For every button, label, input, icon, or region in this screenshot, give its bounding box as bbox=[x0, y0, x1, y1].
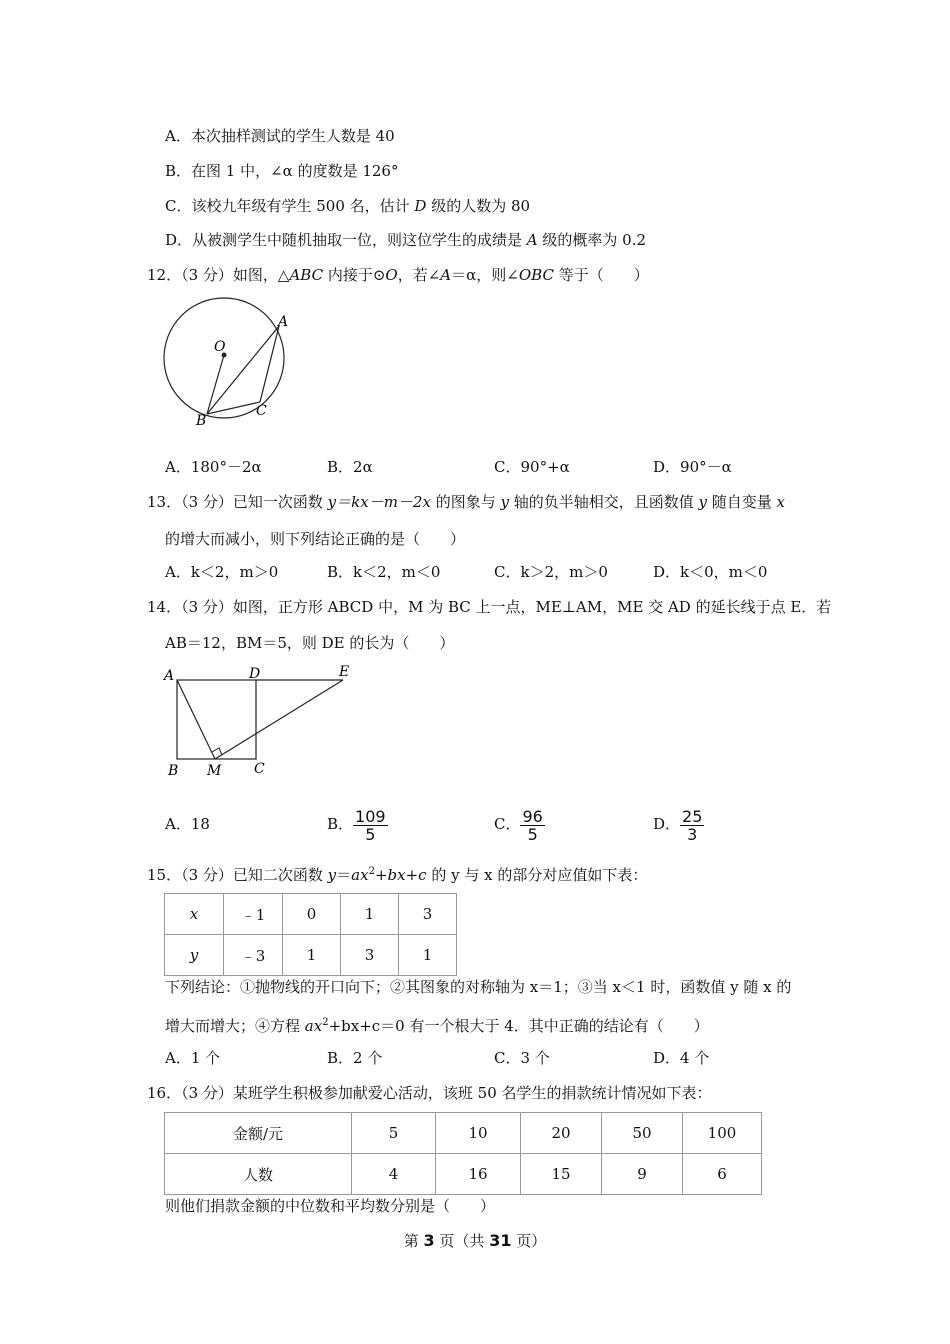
table-cell: 6 bbox=[683, 1154, 762, 1195]
label-c: C bbox=[256, 403, 267, 419]
table-cell: 金额/元 bbox=[165, 1113, 352, 1154]
table-cell: ﹣1 bbox=[224, 894, 283, 935]
segment-me bbox=[215, 680, 343, 759]
table-cell: 3 bbox=[399, 894, 457, 935]
segment-ob bbox=[207, 355, 224, 414]
label-c: C bbox=[254, 761, 265, 777]
q15-stem: 15．（3 分）已知二次函数 $y=ax^2+bx+c$ 的 y 与 x 的部分对应值如下表： bbox=[147, 866, 648, 884]
fraction-96-5: $\frac{96}{5}$ bbox=[522, 806, 543, 844]
table-cell: 0 bbox=[283, 894, 341, 935]
table-cell: 1 bbox=[283, 935, 341, 976]
q12-circle-figure bbox=[160, 292, 295, 432]
q14-option-c: C． $\frac{96}{5}$ bbox=[494, 806, 543, 844]
q11-option-d: D．从被测学生中随机抽取一位，则这位学生的成绩是 A 级的概率为 0.2 bbox=[165, 231, 647, 249]
table-cell: 3 bbox=[341, 935, 399, 976]
table-cell: 1 bbox=[341, 894, 399, 935]
label-d: D bbox=[249, 666, 261, 682]
table-cell: 4 bbox=[352, 1154, 436, 1195]
segment-am bbox=[177, 680, 215, 759]
table-row bbox=[165, 1154, 762, 1195]
q12-option-c: C．90°+α bbox=[494, 458, 570, 476]
label-b: B bbox=[168, 763, 179, 779]
table-cell: 20 bbox=[521, 1113, 602, 1154]
q15-option-b: B．2 个 bbox=[327, 1049, 383, 1067]
q12-option-a: A．180°－2α bbox=[165, 458, 262, 476]
table-cell: 100 bbox=[683, 1113, 762, 1154]
q14-option-a: A．18 bbox=[165, 815, 210, 833]
table-cell: 人数 bbox=[165, 1154, 352, 1195]
q15-conclusions-line1: 下列结论：①抛物线的开口向下；②其图象的对称轴为 x＝1；③当 x＜1 时，函数值 y 随 x 的 bbox=[165, 978, 792, 996]
table-cell: y bbox=[165, 935, 224, 976]
table-cell: ﹣3 bbox=[224, 935, 283, 976]
table-row bbox=[165, 935, 457, 976]
q14-square-figure bbox=[160, 660, 360, 780]
page-total: 31 bbox=[489, 1231, 512, 1250]
table-row bbox=[165, 894, 457, 935]
q11-option-c: C．该校九年级有学生 500 名，估计 D 级的人数为 80 bbox=[165, 197, 531, 215]
q12-option-d: D．90°－α bbox=[653, 458, 732, 476]
table-cell: 1 bbox=[399, 935, 457, 976]
q12-stem: 12．（3 分）如图，△ABC 内接于⊙O，若∠A＝α，则∠OBC 等于（ ） bbox=[147, 266, 649, 284]
table-row bbox=[165, 1113, 762, 1154]
label-e: E bbox=[339, 664, 350, 680]
q12-option-b: B．2α bbox=[327, 458, 373, 476]
table-cell: 5 bbox=[352, 1113, 436, 1154]
q11-option-b: B．在图 1 中，∠α 的度数是 126° bbox=[165, 162, 399, 180]
table-cell: 50 bbox=[602, 1113, 683, 1154]
label-a: A bbox=[278, 314, 289, 330]
q13-stem-line2: 的增大而减小，则下列结论正确的是（ ） bbox=[165, 530, 466, 548]
q16-question: 则他们捐款金额的中位数和平均数分别是（ ） bbox=[165, 1197, 496, 1215]
q16-stem: 16．（3 分）某班学生积极参加献爱心活动，该班 50 名学生的捐款统计情况如下表： bbox=[147, 1084, 712, 1102]
fraction-25-3: $\frac{25}{3}$ bbox=[682, 806, 703, 844]
square-abcd bbox=[177, 680, 256, 759]
q13-option-b: B．k＜2，m＜0 bbox=[327, 563, 441, 581]
q13-option-d: D．k＜0，m＜0 bbox=[653, 563, 768, 581]
q13-option-a: A．k＜2，m＞0 bbox=[165, 563, 279, 581]
circle-o bbox=[164, 298, 284, 418]
q15-option-a: A．1 个 bbox=[165, 1049, 221, 1067]
q15-option-d: D．4 个 bbox=[653, 1049, 710, 1067]
q14-option-b: B． $\frac{109}{5}$ bbox=[327, 806, 386, 844]
label-b: B bbox=[196, 413, 207, 429]
q13-option-c: C．k＞2，m＞0 bbox=[494, 563, 608, 581]
fraction-109-5: $\frac{109}{5}$ bbox=[355, 806, 386, 844]
table-cell: 16 bbox=[436, 1154, 521, 1195]
table-cell: 10 bbox=[436, 1113, 521, 1154]
q14-stem-line1: 14．（3 分）如图，正方形 ABCD 中，M 为 BC 上一点，ME⊥AM，ME 交 AD 的延长线于点 E．若 bbox=[147, 598, 832, 616]
page-number: 3 bbox=[423, 1231, 435, 1250]
q11-option-a: A．本次抽样测试的学生人数是 40 bbox=[165, 127, 395, 145]
page-footer: 第 3 页（共 31 页） bbox=[403, 1231, 547, 1250]
table-cell: x bbox=[165, 894, 224, 935]
table-cell: 9 bbox=[602, 1154, 683, 1195]
q16-table bbox=[164, 1112, 762, 1195]
q15-table bbox=[164, 893, 457, 976]
label-o: O bbox=[214, 339, 226, 355]
q13-stem-line1: 13．（3 分）已知一次函数 y＝kx－m－2x 的图象与 y 轴的负半轴相交，且函数值 y 随自变量 x bbox=[147, 493, 785, 511]
q15-conclusions-line2: 增大而增大；④方程 $ax^2+bx+c=0$ 有一个根大于 4．其中正确的结论有（ ） bbox=[165, 1017, 709, 1035]
q15-option-c: C．3 个 bbox=[494, 1049, 550, 1067]
right-angle-mark bbox=[212, 748, 222, 755]
label-a: A bbox=[164, 668, 175, 684]
table-cell: 15 bbox=[521, 1154, 602, 1195]
q14-stem-line2: AB＝12，BM＝5，则 DE 的长为（ ） bbox=[165, 634, 455, 652]
q14-option-d: D． $\frac{25}{3}$ bbox=[653, 806, 703, 844]
label-m: M bbox=[207, 763, 222, 779]
